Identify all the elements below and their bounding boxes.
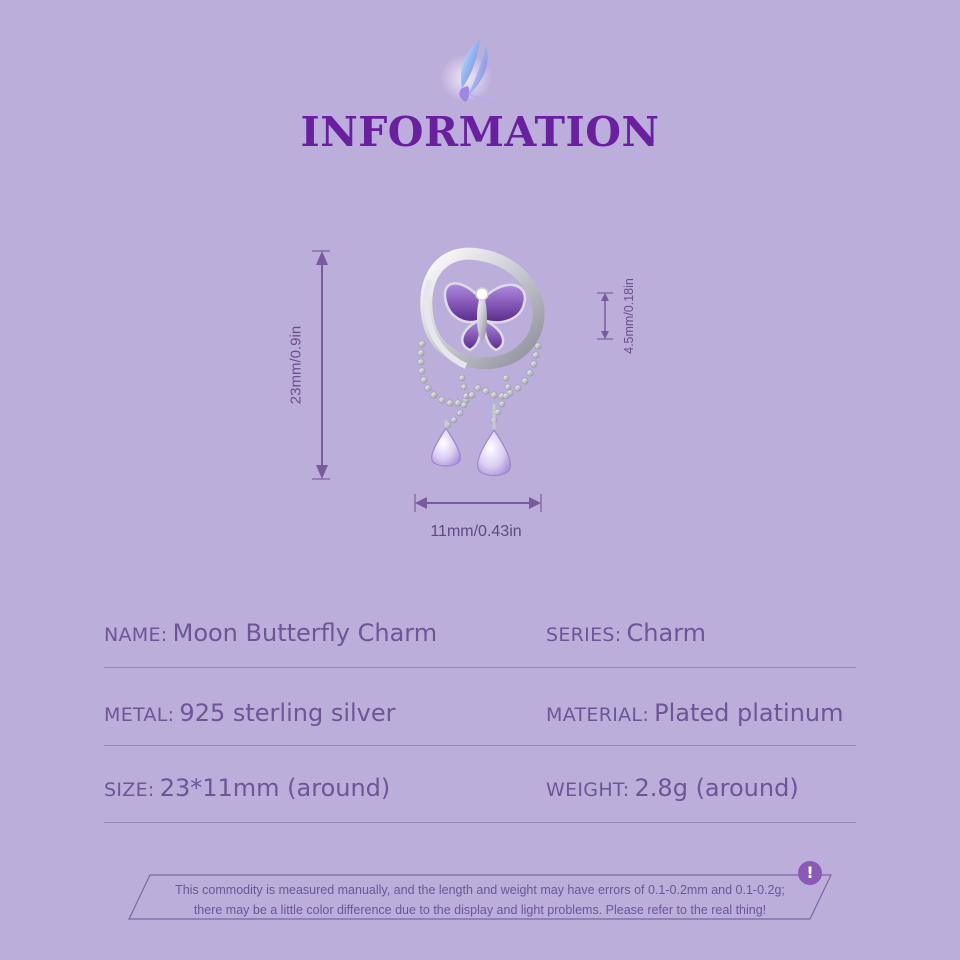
page-title: INFORMATION — [300, 108, 660, 156]
depth-dimension-arrow — [595, 288, 615, 344]
width-dimension-label: 11mm/0.43in — [430, 523, 522, 540]
spec-row-size — [104, 774, 856, 823]
name-spec — [104, 619, 437, 647]
width-dimension-arrow — [410, 492, 546, 514]
size-spec — [104, 774, 390, 802]
notice-line-1: This commodity is measured manually, and the length and weight may have errors of 0.1-0.2mm and 0.1-0.2g; — [175, 883, 785, 897]
spec-row-name — [104, 619, 856, 668]
spec-row-metal — [104, 699, 856, 746]
notice-line-2: there may be a little color difference due to the display and light problems. Please refer to the real thing! — [193, 903, 767, 917]
material-value: Plated platinum — [654, 699, 844, 727]
height-dimension-label: 23mm/0.9in — [287, 325, 305, 405]
weight-spec — [546, 774, 799, 802]
name-value: Moon Butterfly Charm — [172, 619, 438, 647]
metal-value: 925 sterling silver — [179, 699, 396, 727]
weight-label: WEIGHT: — [546, 779, 630, 801]
notice-text — [140, 880, 820, 920]
metal-spec — [104, 699, 396, 727]
series-label: SERIES: — [546, 624, 622, 646]
name-label: NAME: — [104, 624, 168, 646]
depth-dimension-label: 4.5mm/0.18in — [622, 278, 636, 354]
series-value: Charm — [626, 619, 707, 647]
weight-value: 2.8g (around) — [634, 774, 799, 802]
size-label: SIZE: — [104, 779, 155, 801]
material-label: MATERIAL: — [546, 704, 650, 726]
metal-label: METAL: — [104, 704, 175, 726]
butterfly-icon — [436, 36, 508, 112]
material-spec — [546, 699, 844, 727]
size-value: 23*11mm (around) — [159, 774, 391, 802]
exclamation-icon: ! — [798, 861, 822, 885]
series-spec — [546, 619, 706, 647]
